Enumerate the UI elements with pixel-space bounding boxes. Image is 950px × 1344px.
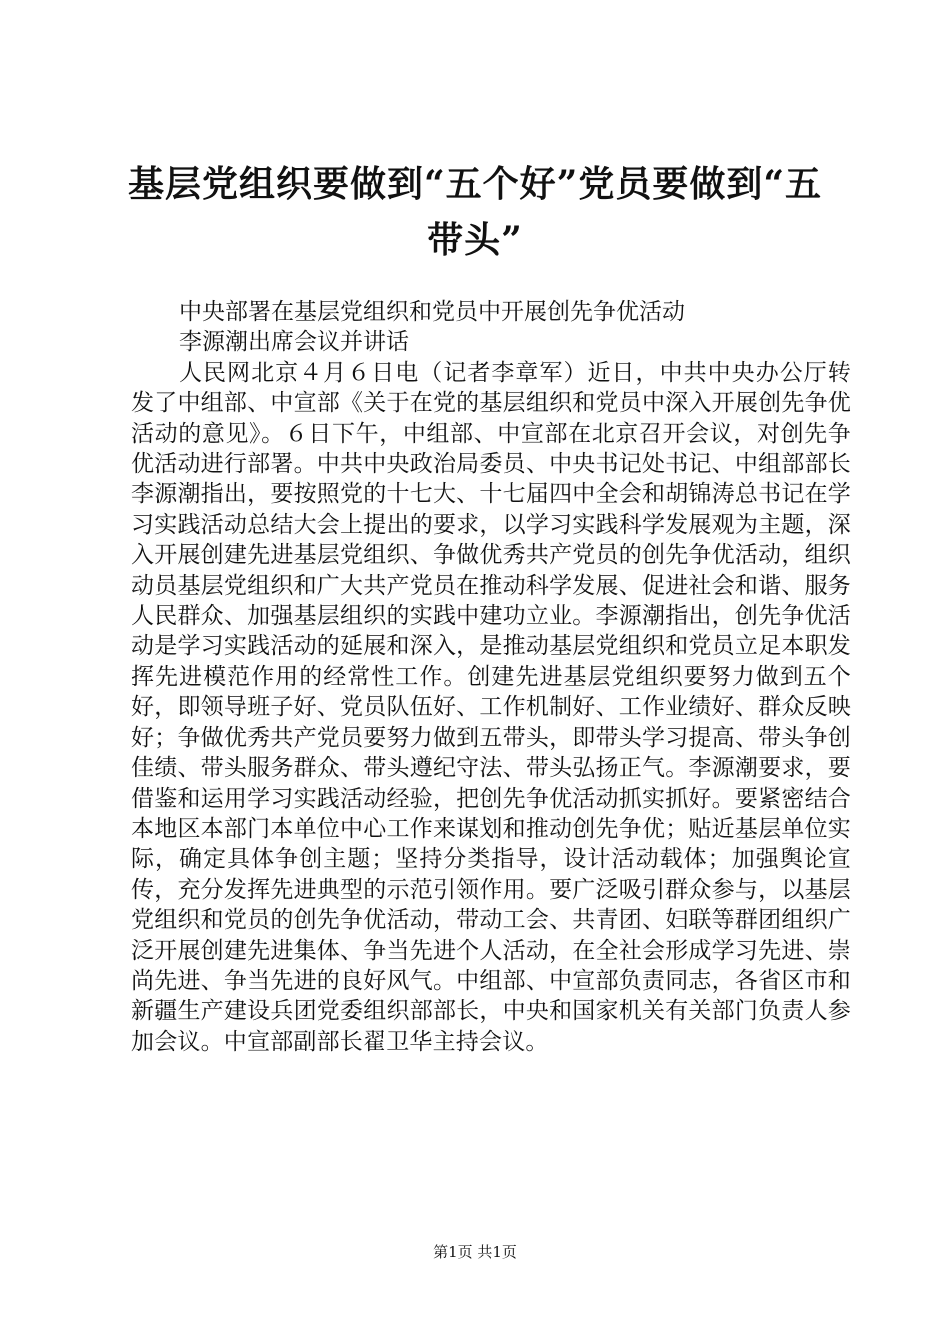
page-footer: 第1页 共1页	[433, 1243, 517, 1261]
document-body	[131, 297, 851, 1057]
title-line-2: 带头”	[427, 219, 523, 261]
subtitle-1: 中央部署在基层党组织和党员中开展创先争优活动	[179, 299, 685, 325]
body-paragraph: 人民网北京４月６日电（记者李章军）近日，中共中央办公厅转发了中组部、中宣部《关于在党的基层组织和党员中深入开展创先争优活动的意见》。６日下午，中组部、中宣部在北京召开会议，对创先争优活动进行部署。中共中央政治局委员、中央书记处书记、中组部部长李源潮指出，要按照党的十七大、十七届四中全会和胡锦涛总书记在学习实践活动总结大会上提出的要求，以学习实践科学发展观为主题，深入开展创建先进基层党组织、争做优秀共产党员的创先争优活动，组织动员基层党组织和广大共产党员在推动科学发展、促进社会和谐、服务人民群众、加强基层组织的实践中建功立业。李源潮指出，创先争优活动是学习实践活动的延展和深入，是推动基层党组织和党员立足本职发挥先进模范作用的经常性工作。创建先进基层党组织要努力做到五个好，即领导班子好、党员队伍好、工作机制好、工作业绩好、群众反映好；争做优秀共产党员要努力做到五带头，即带头学习提高、带头争创佳绩、带头服务群众、带头遵纪守法、带头弘扬正气。李源潮要求，要借鉴和运用学习实践活动经验，把创先争优活动抓实抓好。要紧密结合本地区本部门本单位中心工作来谋划和推动创先争优；贴近基层单位实际，确定具体争创主题；坚持分类指导，设计活动载体；加强舆论宣传，充分发挥先进典型的示范引领作用。要广泛吸引群众参与，以基层党组织和党员的创先争优活动，带动工会、共青团、妇联等群团组织广泛开展创建先进集体、争当先进个人活动，在全社会形成学习先进、崇尚先进、争当先进的良好风气。中组部、中宣部负责同志，各省区市和新疆生产建设兵团党委组织部部长，中央和国家机关有关部门负责人参加会议。中宣部副部长翟卫华主持会议。	[131, 359, 851, 1055]
subtitle-2: 李源潮出席会议并讲话	[179, 329, 409, 356]
document-title	[100, 156, 850, 268]
title-line-1: 基层党组织要做到“五个好”党员要做到“五	[127, 163, 823, 205]
